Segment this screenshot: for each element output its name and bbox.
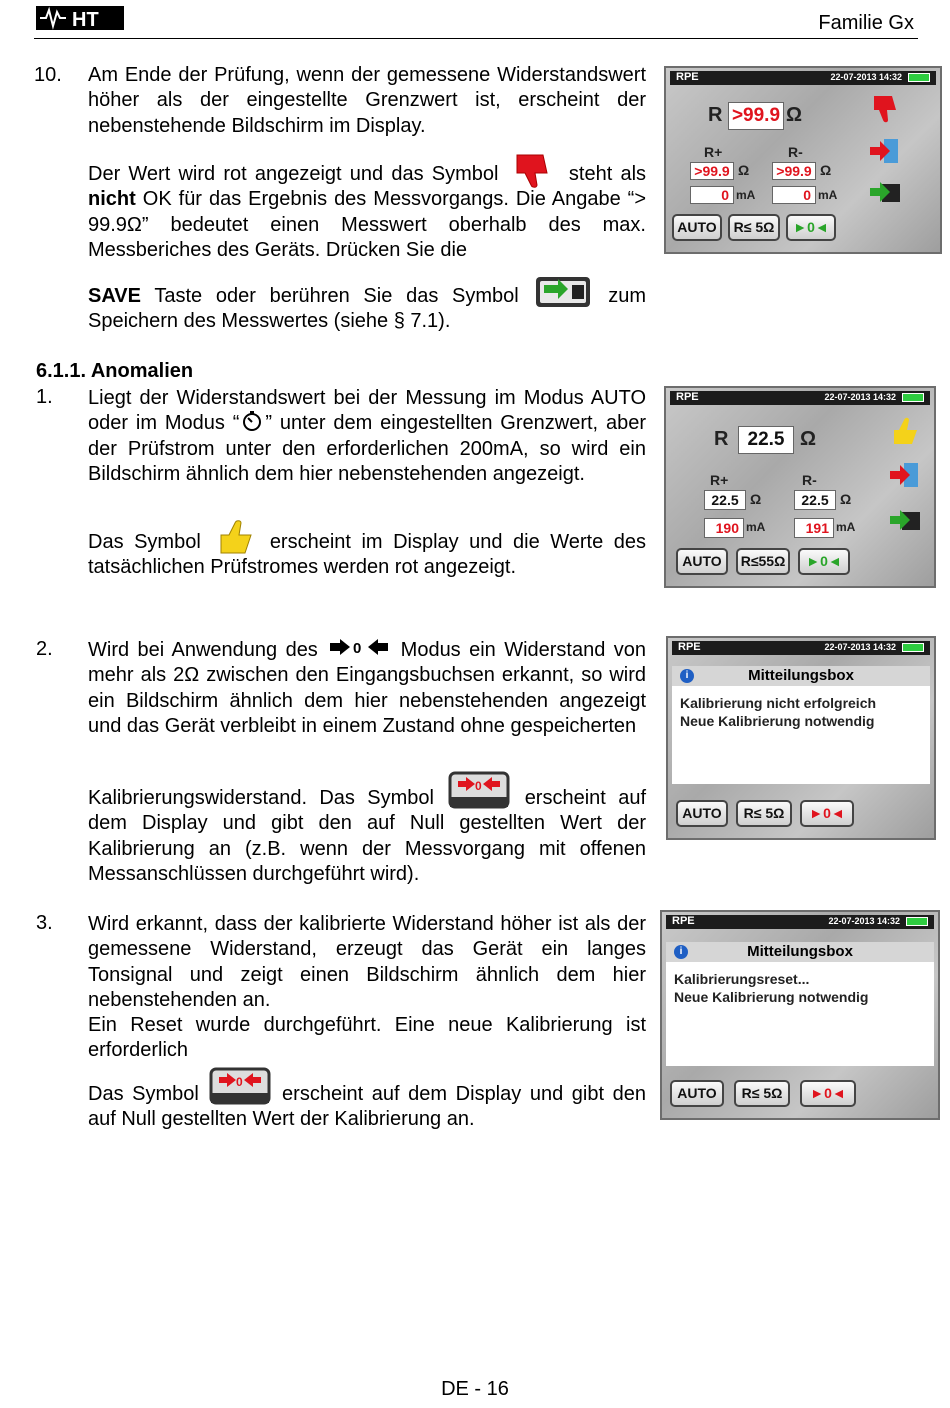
message-line-2: Neue Kalibrierung notwendig	[674, 989, 869, 1005]
battery-icon	[906, 917, 928, 926]
rplus-unit: Ω	[738, 162, 750, 178]
zero-button-icon	[209, 1067, 271, 1107]
item-number: 3.	[36, 912, 53, 934]
thumbs-down-icon	[509, 153, 559, 189]
message-box-title-bar	[672, 666, 930, 686]
date-label: 22-07-2013 14:32	[824, 642, 896, 652]
auto-button[interactable]: AUTO	[676, 548, 728, 575]
thumbs-up-icon	[213, 517, 257, 555]
iplus-unit: mA	[746, 520, 766, 534]
r-limit-button[interactable]: R≤ 5Ω	[728, 214, 780, 241]
item10-paragraph2: Der Wert wird rot angezeigt und das Symbol steht als nicht OK für das Ergebnis des Messvorgangs. Die Angabe “> 99.9Ω” bedeutet einen Messwert oberhalb des max. Messberiches des Geräts. Drücken Sie die	[88, 162, 646, 263]
message-line-1: Kalibrierung nicht erfolgreich	[680, 695, 877, 711]
item10-paragraph1: Am Ende der Prüfung, wenn der gemessene Widerstandswert höher als der eingestellte Grenzwert ist, erscheint der nebenstehende Bildschirm im Display.	[88, 64, 646, 137]
iminus-unit: mA	[818, 188, 838, 202]
rplus-unit: Ω	[750, 491, 762, 507]
rminus-unit: Ω	[840, 491, 852, 507]
mode-label: RPE	[678, 641, 701, 653]
rplus-value: 22.5	[704, 490, 746, 510]
mode-label: RPE	[676, 391, 699, 403]
header-rule	[34, 38, 918, 39]
screen-status-bar	[670, 391, 930, 405]
zero-calibration-icon	[328, 637, 390, 657]
device-screen-1	[664, 66, 942, 254]
zero-button[interactable]: ►0◄	[786, 214, 836, 241]
item1-paragraph2: Das Symbol erscheint im Display und die Werte des tatsächlichen Prüfstromes werden rot angezeigt.	[88, 530, 646, 581]
iminus-value: 0	[772, 186, 816, 204]
item-number: 10.	[34, 64, 62, 86]
page-number: DE - 16	[441, 1378, 509, 1400]
iplus-value: 190	[704, 518, 744, 538]
rminus-unit: Ω	[820, 162, 832, 178]
rplus-value: >99.9	[690, 162, 734, 180]
zero-button[interactable]: ►0◄	[798, 548, 850, 575]
item3-paragraph1: Wird erkannt, dass der kalibrierte Widerstand höher ist als der gemessene Widerstand, erzeugt das Gerät ein langes Tonsignal und zeigt einen Bildschirm ähnlich dem hier nebenstehenden an.	[88, 913, 646, 1011]
document-family: Familie Gx	[818, 12, 914, 34]
device-screen-4	[660, 910, 940, 1120]
message-box-body	[666, 962, 934, 1066]
device-screen-3	[666, 636, 936, 840]
item1-paragraph1: Liegt der Widerstandswert bei der Messung im Modus AUTO oder im Modus “ ” unter dem eingestellten Grenzwert, aber der Prüfstrom unter den erforderlichen 200mA, so wird ein Bildschirm ähnlich dem hier nebenstehenden angezeigt.	[88, 387, 646, 485]
info-icon: i	[674, 945, 688, 959]
message-box-title: Mitteilungsbox	[748, 667, 854, 684]
screen-status-bar	[670, 71, 936, 85]
ht-logo	[36, 4, 124, 32]
r-label: R	[714, 428, 729, 450]
svg-text:0: 0	[236, 1074, 244, 1089]
timer-icon	[241, 410, 263, 432]
rminus-value: >99.9	[772, 162, 816, 180]
message-line-2: Neue Kalibrierung notwendig	[680, 713, 875, 729]
message-box-title: Mitteilungsbox	[747, 943, 853, 960]
item3-paragraph2: Ein Reset wurde durchgeführt. Eine neue Kalibrierung ist erforderlich	[88, 1014, 646, 1062]
rminus-label: R-	[802, 472, 817, 488]
date-label: 22-07-2013 14:32	[824, 392, 896, 402]
r-unit: Ω	[786, 104, 803, 126]
r-limit-button[interactable]: R≤ 5Ω	[736, 800, 792, 827]
rplus-label: R+	[704, 144, 723, 160]
mode-label: RPE	[676, 71, 699, 83]
exit-icon	[888, 460, 922, 490]
logo-text: HT	[72, 9, 99, 31]
info-icon: i	[680, 669, 694, 683]
r-label: R	[708, 104, 723, 126]
r-limit-button[interactable]: R≤ 5Ω	[734, 1080, 790, 1107]
battery-icon	[902, 393, 924, 402]
rplus-label: R+	[710, 472, 729, 488]
item2-paragraph1: Wird bei Anwendung des 0 Modus ein Widerstand von mehr als 2Ω zwischen den Eingangsbuchsen erkannt, so wird ein Bildschirm ähnlich dem hier nebenstehenden angezeigt und das Gerät verbleibt in einem Zustand ohne gespeicherten	[88, 638, 646, 739]
svg-text:0: 0	[475, 778, 483, 793]
zero-button[interactable]: ►0◄	[800, 1080, 856, 1107]
rminus-value: 22.5	[794, 490, 836, 510]
zero-button-icon	[448, 771, 510, 811]
message-line-1: Kalibrierungsreset...	[674, 971, 810, 987]
battery-icon	[908, 73, 930, 82]
mode-label: RPE	[672, 915, 695, 927]
date-label: 22-07-2013 14:32	[830, 72, 902, 82]
save-icon	[888, 504, 922, 534]
message-box-body	[672, 686, 930, 784]
device-screen-2	[664, 386, 936, 588]
item-number: 1.	[36, 386, 53, 408]
item10-paragraph3: SAVE Taste oder berühren Sie das Symbol zum Speichern des Messwertes (siehe § 7.1).	[88, 284, 646, 335]
iminus-unit: mA	[836, 520, 856, 534]
message-box-title-bar	[666, 942, 934, 962]
thumbs-down-icon	[868, 94, 902, 124]
screen-status-bar	[672, 641, 930, 655]
battery-icon	[902, 643, 924, 652]
r-value: >99.9	[728, 102, 784, 130]
iminus-value: 191	[794, 518, 834, 538]
iplus-value: 0	[690, 186, 734, 204]
r-unit: Ω	[800, 428, 817, 450]
r-limit-button[interactable]: R≤55Ω	[736, 548, 790, 575]
svg-text:0: 0	[353, 639, 362, 657]
thumbs-up-icon	[888, 416, 922, 446]
section-heading: 6.1.1. Anomalien	[36, 360, 194, 382]
item3-paragraph3: Das Symbol 0 erscheint auf dem Display und gibt den auf Null gestellten Wert der Kalibrierung an.	[88, 1082, 646, 1133]
date-label: 22-07-2013 14:32	[828, 916, 900, 926]
item-number: 2.	[36, 638, 53, 660]
auto-button[interactable]: AUTO	[670, 1080, 724, 1107]
screen-status-bar	[666, 915, 934, 929]
iplus-unit: mA	[736, 188, 756, 202]
auto-button[interactable]: AUTO	[676, 800, 728, 827]
auto-button[interactable]: AUTO	[672, 214, 722, 241]
rminus-label: R-	[788, 144, 803, 160]
r-value: 22.5	[738, 426, 794, 454]
item2-paragraph2: Kalibrierungswiderstand. Das Symbol 0 erscheint auf dem Display und gibt den auf Null gestellten Wert der Kalibrierung an (z.B. wenn der Messvorgang mit offenen Messanschlüssen durchgeführt wird).	[88, 786, 646, 887]
save-icon	[868, 176, 902, 206]
save-icon	[534, 271, 592, 311]
exit-icon	[868, 136, 902, 166]
zero-button[interactable]: ►0◄	[800, 800, 854, 827]
